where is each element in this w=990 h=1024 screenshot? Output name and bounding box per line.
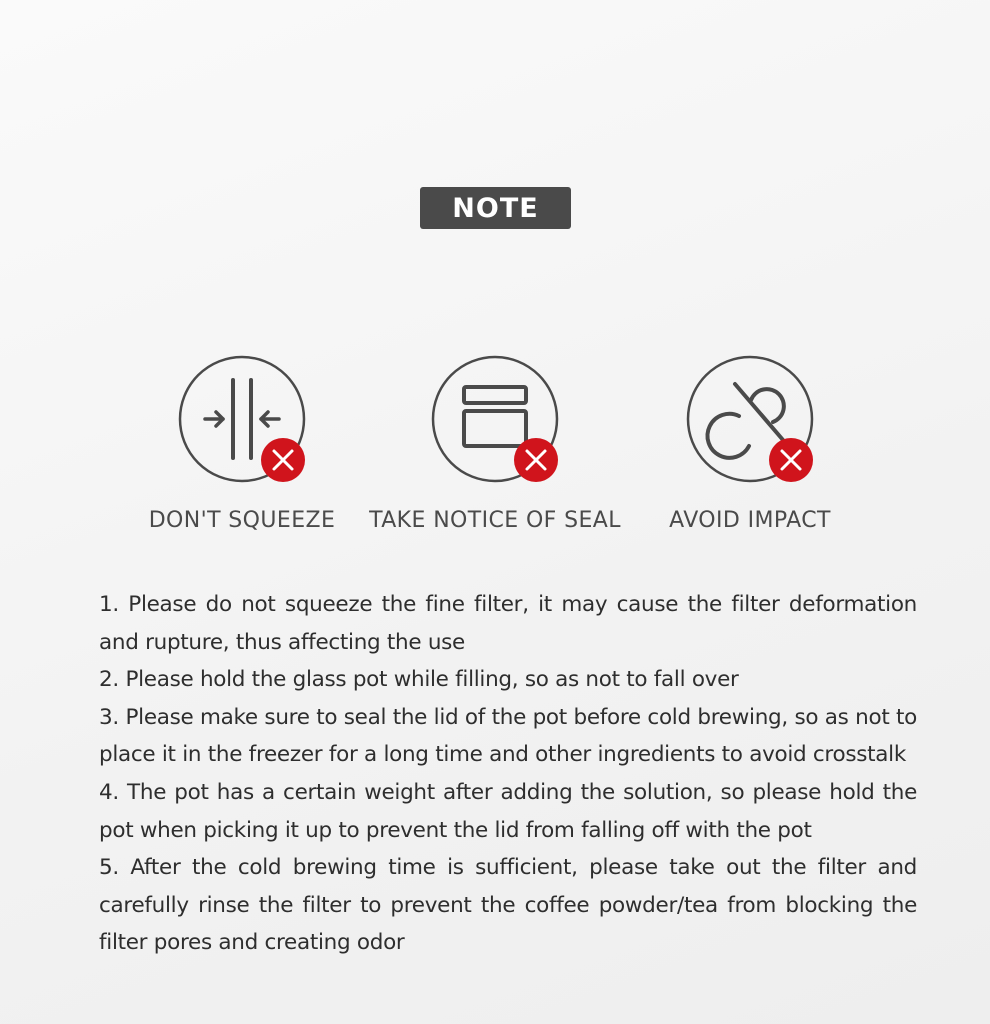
caption-avoid-impact: AVOID IMPACT (669, 508, 831, 533)
note-badge-label: NOTE (452, 192, 539, 224)
caption-dont-squeeze: DON'T SQUEEZE (148, 508, 336, 533)
note-item: 3. Please make sure to seal the lid of the pot before cold brewing, so as not to place it in the freezer for a long time and other ingredients to avoid crosstalk (99, 704, 917, 768)
note-item: 4. The pot has a certain weight after adding the solution, so please hold the pot when picking it up to prevent the lid from falling off with the pot (99, 779, 917, 843)
note-badge (420, 187, 571, 229)
notes-list (99, 586, 917, 962)
prohibit-x-icon (514, 438, 558, 482)
seal-lid-icon (430, 354, 560, 484)
prohibit-x-icon (769, 438, 813, 482)
note-item: 5. After the cold brewing time is sufficient, please take out the filter and carefully rinse the filter to prevent the coffee powder/tea from blocking the filter pores and creating odor (99, 855, 917, 956)
prohibit-x-icon (261, 438, 305, 482)
caption-seal: TAKE NOTICE OF SEAL (369, 508, 621, 533)
note-item: 1. Please do not squeeze the fine filter, it may cause the filter deformation and rupture, thus affecting the use (99, 592, 917, 655)
note-item: 2. Please hold the glass pot while filling, so as not to fall over (99, 667, 739, 693)
squeeze-arrows-icon (177, 354, 307, 484)
impact-icon (685, 354, 815, 484)
